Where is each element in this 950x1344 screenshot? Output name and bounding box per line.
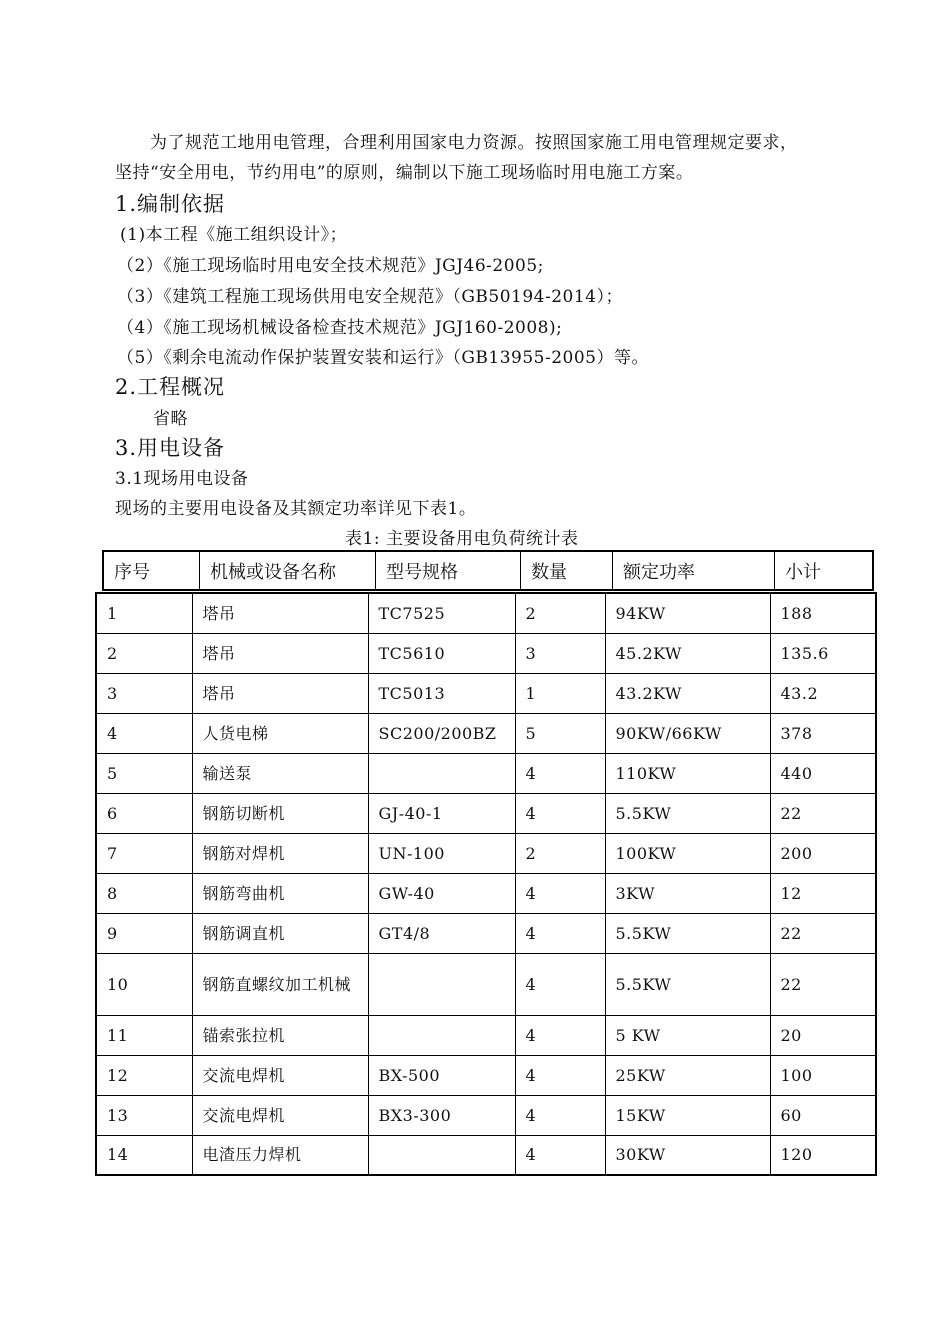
table-header-row [102,550,874,591]
row-model: TC5610 [368,633,515,673]
row-index: 7 [96,833,192,873]
basis-item-5: （5）《剩余电流动作保护装置安装和运行》（GB13955-2005）等。 [117,348,649,368]
row-quantity: 5 [515,713,605,753]
row-equipment-name: 塔吊 [192,593,368,633]
row-index: 4 [96,713,192,753]
row-rated-power: 5 KW [605,1015,770,1055]
row-subtotal: 188 [770,593,876,633]
intro-line-1: 为了规范工地用电管理，合理利用国家电力资源。按照国家施工用电管理规定要求， [150,133,798,153]
table-row [96,1135,876,1175]
row-model: GJ-40-1 [368,793,515,833]
table-row [96,1095,876,1135]
section-2-body: 省略 [153,409,188,429]
row-model: GW-40 [368,873,515,913]
row-quantity: 4 [515,793,605,833]
row-model [368,1135,515,1175]
equipment-load-table [95,592,877,1176]
row-rated-power: 5.5KW [605,793,770,833]
row-subtotal: 135.6 [770,633,876,673]
row-rated-power: 3KW [605,873,770,913]
row-quantity: 2 [515,593,605,633]
row-model [368,753,515,793]
row-quantity: 2 [515,833,605,873]
row-index: 3 [96,673,192,713]
row-subtotal: 22 [770,953,876,1015]
row-model: BX-500 [368,1055,515,1095]
row-rated-power: 5.5KW [605,913,770,953]
row-subtotal: 378 [770,713,876,753]
row-quantity: 4 [515,953,605,1015]
row-quantity: 4 [515,1055,605,1095]
table-row [96,833,876,873]
row-subtotal: 20 [770,1015,876,1055]
header-model: 型号规格 [376,552,521,589]
table-row [96,673,876,713]
row-index: 1 [96,593,192,633]
row-index: 12 [96,1055,192,1095]
basis-item-1: (1)本工程《施工组织设计》； [120,225,348,245]
row-subtotal: 100 [770,1055,876,1095]
row-equipment-name: 输送泵 [192,753,368,793]
table-row [96,913,876,953]
row-model: BX3-300 [368,1095,515,1135]
row-subtotal: 43.2 [770,673,876,713]
equipment-table-body [96,593,876,1175]
row-equipment-name: 交流电焊机 [192,1095,368,1135]
row-equipment-name: 塔吊 [192,673,368,713]
table-row [96,633,876,673]
row-equipment-name: 钢筋弯曲机 [192,873,368,913]
header-subtotal: 小计 [785,561,821,583]
basis-item-2: （2）《施工现场临时用电安全技术规范》JGJ46-2005; [117,256,544,276]
row-model [368,953,515,1015]
row-subtotal: 60 [770,1095,876,1135]
table-row [96,1055,876,1095]
row-rated-power: 30KW [605,1135,770,1175]
header-equipment-name: 机械或设备名称 [200,552,376,589]
section-3-heading: 3.用电设备 [115,436,226,460]
row-equipment-name: 电渣压力焊机 [192,1135,368,1175]
row-quantity: 4 [515,873,605,913]
row-quantity: 3 [515,633,605,673]
table-row [96,1015,876,1055]
row-rated-power: 110KW [605,753,770,793]
row-model: SC200/200BZ [368,713,515,753]
row-quantity: 4 [515,753,605,793]
row-index: 5 [96,753,192,793]
row-rated-power: 43.2KW [605,673,770,713]
row-subtotal: 440 [770,753,876,793]
row-rated-power: 5.5KW [605,953,770,1015]
row-rated-power: 15KW [605,1095,770,1135]
row-equipment-name: 人货电梯 [192,713,368,753]
row-quantity: 4 [515,913,605,953]
row-index: 14 [96,1135,192,1175]
table-intro-text: 现场的主要用电设备及其额定功率详见下表1。 [115,499,477,519]
row-equipment-name: 交流电焊机 [192,1055,368,1095]
row-equipment-name: 塔吊 [192,633,368,673]
row-subtotal: 22 [770,913,876,953]
header-quantity: 数量 [521,552,613,589]
table-row [96,753,876,793]
row-quantity: 4 [515,1135,605,1175]
row-equipment-name: 锚索张拉机 [192,1015,368,1055]
row-subtotal: 12 [770,873,876,913]
row-subtotal: 22 [770,793,876,833]
header-rated-power: 额定功率 [613,552,775,589]
basis-item-3: （3）《建筑工程施工现场供用电安全规范》（GB50194-2014）； [117,287,623,307]
row-index: 6 [96,793,192,833]
basis-item-4: （4）《施工现场机械设备检查技术规范》JGJ160-2008); [117,318,563,338]
row-equipment-name: 钢筋直螺纹加工机械 [192,953,368,1015]
row-quantity: 1 [515,673,605,713]
header-index: 序号 [104,552,200,589]
row-rated-power: 100KW [605,833,770,873]
intro-line-2: 坚持“安全用电，节约用电”的原则，编制以下施工现场临时用电施工方案。 [115,163,694,183]
row-rated-power: 90KW/66KW [605,713,770,753]
table-row [96,713,876,753]
row-rated-power: 45.2KW [605,633,770,673]
row-equipment-name: 钢筋切断机 [192,793,368,833]
row-rated-power: 25KW [605,1055,770,1095]
row-equipment-name: 钢筋调直机 [192,913,368,953]
row-model: TC5013 [368,673,515,713]
row-model: GT4/8 [368,913,515,953]
table-row [96,793,876,833]
subsection-3-1-heading: 3.1现场用电设备 [115,469,249,489]
row-index: 10 [96,953,192,1015]
table-row [96,873,876,913]
row-model [368,1015,515,1055]
row-rated-power: 94KW [605,593,770,633]
section-1-heading: 1.编制依据 [115,192,226,216]
row-quantity: 4 [515,1095,605,1135]
row-index: 13 [96,1095,192,1135]
row-index: 8 [96,873,192,913]
row-index: 2 [96,633,192,673]
row-subtotal: 120 [770,1135,876,1175]
row-model: TC7525 [368,593,515,633]
row-subtotal: 200 [770,833,876,873]
table-row [96,593,876,633]
table-caption: 表1: 主要设备用电负荷统计表 [345,529,579,549]
row-equipment-name: 钢筋对焊机 [192,833,368,873]
row-model: UN-100 [368,833,515,873]
row-quantity: 4 [515,1015,605,1055]
row-index: 9 [96,913,192,953]
row-index: 11 [96,1015,192,1055]
table-row [96,953,876,1015]
section-2-heading: 2.工程概况 [115,375,226,399]
